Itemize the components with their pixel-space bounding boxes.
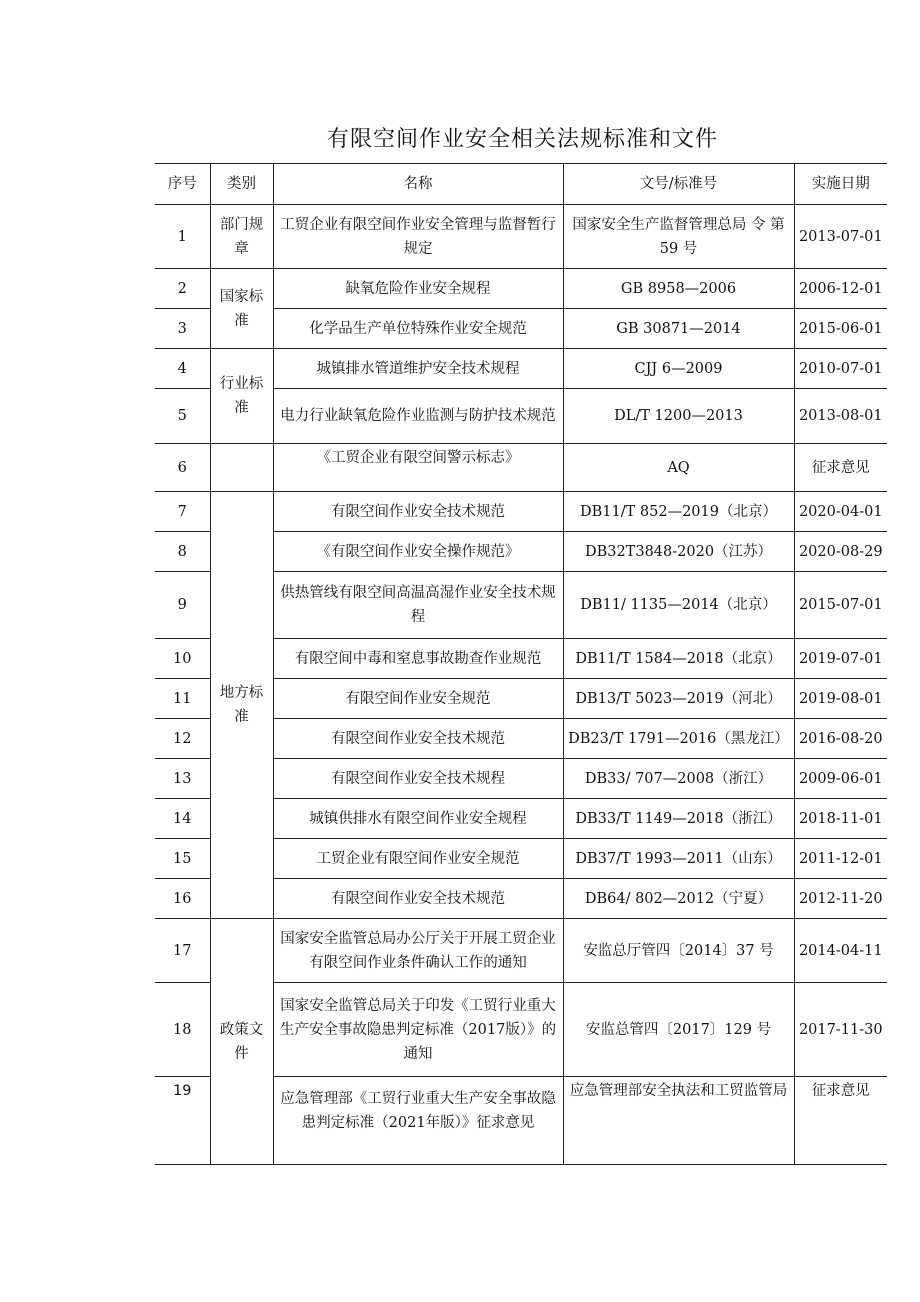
row-date: 2020-04-01 <box>794 492 887 532</box>
row-name: 电力行业缺氧危险作业监测与防护技术规范 <box>273 389 563 444</box>
row-code: DL/T 1200—2013 <box>563 389 794 444</box>
row-name: 有限空间作业安全技术规范 <box>273 719 563 759</box>
table-row <box>155 205 887 269</box>
row-date: 2009-06-01 <box>794 759 887 799</box>
row-name: 应急管理部《工贸行业重大生产安全事故隐患判定标准（2021年版）》征求意见 <box>273 1077 563 1165</box>
row-no: 6 <box>155 444 210 492</box>
row-code: DB33/ 707—2008（浙江） <box>563 759 794 799</box>
table-header-row <box>155 164 887 205</box>
row-name: 化学品生产单位特殊作业安全规范 <box>273 309 563 349</box>
row-date: 2019-07-01 <box>794 639 887 679</box>
row-code: 应急管理部安全执法和工贸监管局 <box>563 1077 794 1165</box>
row-code: DB64/ 802—2012（宁夏） <box>563 879 794 919</box>
row-date: 2019-08-01 <box>794 679 887 719</box>
row-name: 城镇供排水有限空间作业安全规程 <box>273 799 563 839</box>
row-code: GB 30871—2014 <box>563 309 794 349</box>
row-code: DB33/T 1149—2018（浙江） <box>563 799 794 839</box>
header-category: 类别 <box>210 164 273 205</box>
category-empty <box>210 444 273 492</box>
row-no: 10 <box>155 639 210 679</box>
row-no: 4 <box>155 349 210 389</box>
header-no: 序号 <box>155 164 210 205</box>
row-name: 供热管线有限空间高温高湿作业安全技术规程 <box>273 572 563 639</box>
row-no: 7 <box>155 492 210 532</box>
row-date: 征求意见 <box>794 444 887 492</box>
row-no: 9 <box>155 572 210 639</box>
category-local: 地方标准 <box>210 492 273 919</box>
row-no: 8 <box>155 532 210 572</box>
row-no: 14 <box>155 799 210 839</box>
row-code: DB11/T 852—2019（北京） <box>563 492 794 532</box>
header-date: 实施日期 <box>794 164 887 205</box>
row-date: 2013-07-01 <box>794 205 887 269</box>
row-no: 1 <box>155 205 210 269</box>
table-row <box>155 492 887 532</box>
row-date: 2016-08-20 <box>794 719 887 759</box>
page-title: 有限空间作业安全相关法规标准和文件 <box>326 127 718 152</box>
row-name: 国家安全监管总局办公厅关于开展工贸企业有限空间作业条件确认工作的通知 <box>273 919 563 983</box>
row-no: 2 <box>155 269 210 309</box>
row-date: 2018-11-01 <box>794 799 887 839</box>
row-code: DB11/T 1584—2018（北京） <box>563 639 794 679</box>
category-policy: 政策文件 <box>210 919 273 1165</box>
table-row <box>155 919 887 983</box>
row-date: 2020-08-29 <box>794 532 887 572</box>
row-date: 2006-12-01 <box>794 269 887 309</box>
row-name: 城镇排水管道维护安全技术规程 <box>273 349 563 389</box>
row-name: 有限空间作业安全技术规范 <box>273 879 563 919</box>
row-code: AQ <box>563 444 794 492</box>
category-national: 国家标准 <box>210 269 273 349</box>
row-code: GB 8958—2006 <box>563 269 794 309</box>
row-name: 工贸企业有限空间作业安全规范 <box>273 839 563 879</box>
row-no: 3 <box>155 309 210 349</box>
row-code: 安监总厅管四〔2014〕37 号 <box>563 919 794 983</box>
row-date: 2015-06-01 <box>794 309 887 349</box>
row-code: 安监总管四〔2017〕129 号 <box>563 983 794 1077</box>
row-date: 2012-11-20 <box>794 879 887 919</box>
row-code: CJJ 6—2009 <box>563 349 794 389</box>
row-name: 工贸企业有限空间作业安全管理与监督暂行规定 <box>273 205 563 269</box>
row-name: 有限空间中毒和窒息事故勘查作业规范 <box>273 639 563 679</box>
category-industry: 行业标准 <box>210 349 273 444</box>
row-name: 《有限空间作业安全操作规范》 <box>273 532 563 572</box>
row-code: DB37/T 1993—2011（山东） <box>563 839 794 879</box>
row-no: 16 <box>155 879 210 919</box>
row-code: DB23/T 1791—2016（黑龙江） <box>563 719 794 759</box>
category-dept: 部门规章 <box>210 205 273 269</box>
row-no: 5 <box>155 389 210 444</box>
row-date: 2013-08-01 <box>794 389 887 444</box>
row-no: 13 <box>155 759 210 799</box>
row-name: 有限空间作业安全技术规程 <box>273 759 563 799</box>
row-code: 国家安全生产监督管理总局 令 第 59 号 <box>563 205 794 269</box>
row-date: 2015-07-01 <box>794 572 887 639</box>
row-code: DB32T3848-2020（江苏） <box>563 532 794 572</box>
row-no: 17 <box>155 919 210 983</box>
row-date: 2017-11-30 <box>794 983 887 1077</box>
row-date: 征求意见 <box>794 1077 887 1165</box>
header-name: 名称 <box>273 164 563 205</box>
table-row <box>155 444 887 492</box>
row-no: 11 <box>155 679 210 719</box>
row-date: 2014-04-11 <box>794 919 887 983</box>
row-name: 国家安全监管总局关于印发《工贸行业重大生产安全事故隐患判定标准（2017版）》的通知 <box>273 983 563 1077</box>
row-date: 2010-07-01 <box>794 349 887 389</box>
row-name: 《工贸企业有限空间警示标志》 <box>273 444 563 492</box>
table-row <box>155 349 887 389</box>
row-name: 有限空间作业安全规范 <box>273 679 563 719</box>
row-no: 15 <box>155 839 210 879</box>
row-no: 12 <box>155 719 210 759</box>
header-code: 文号/标准号 <box>563 164 794 205</box>
row-name: 缺氧危险作业安全规程 <box>273 269 563 309</box>
row-code: DB11/ 1135—2014（北京） <box>563 572 794 639</box>
row-no: 18 <box>155 983 210 1077</box>
row-no: 19 <box>155 1077 210 1165</box>
row-date: 2011-12-01 <box>794 839 887 879</box>
row-name: 有限空间作业安全技术规范 <box>273 492 563 532</box>
row-code: DB13/T 5023—2019（河北） <box>563 679 794 719</box>
regulations-table <box>155 163 887 1165</box>
table-row <box>155 269 887 309</box>
